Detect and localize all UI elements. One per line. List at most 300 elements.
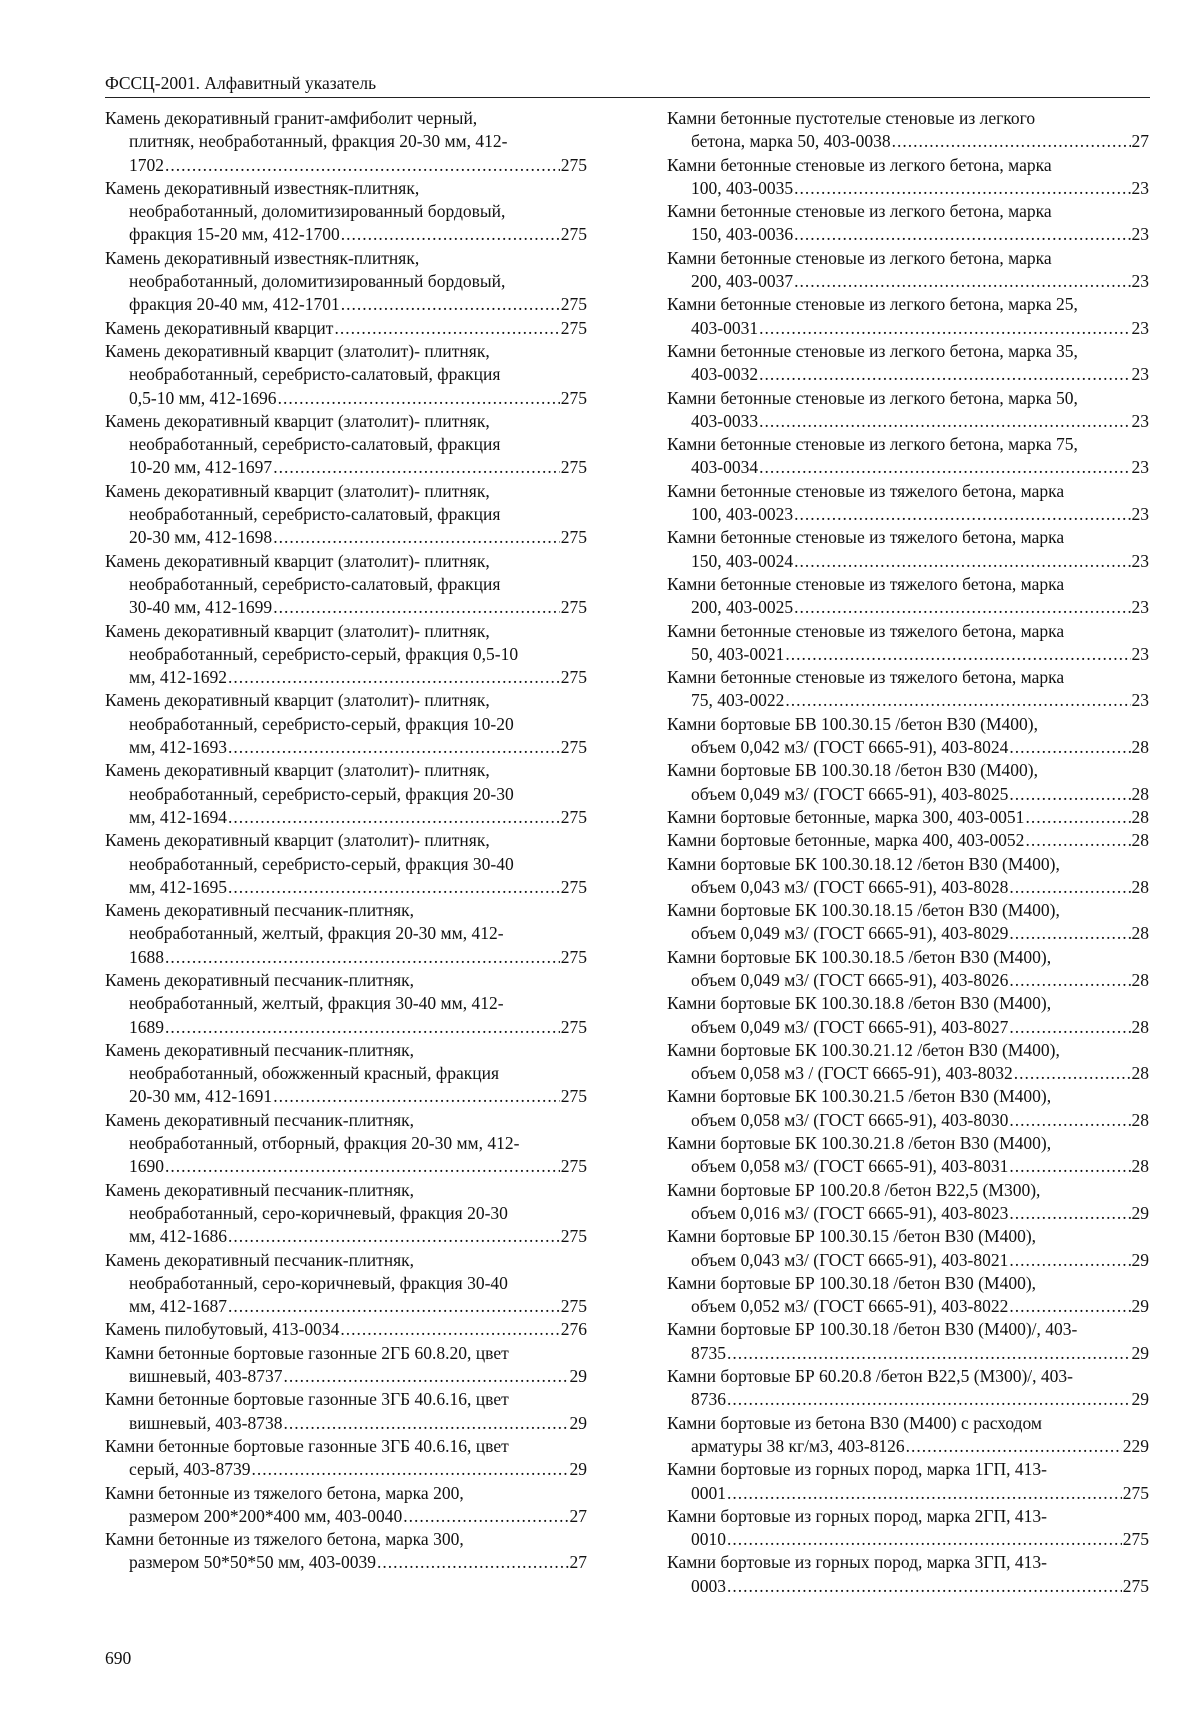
dot-leader (273, 596, 560, 619)
index-entry (667, 247, 1149, 294)
index-entry (667, 480, 1149, 527)
index-entry (105, 247, 587, 317)
page-reference: 275 (560, 457, 587, 478)
index-column-left (105, 107, 587, 1575)
index-entry (105, 480, 587, 550)
index-entry (667, 620, 1149, 667)
index-entry (105, 1318, 587, 1341)
page-reference: 29 (1131, 1342, 1149, 1363)
dot-leader (794, 503, 1130, 526)
index-column-right (667, 107, 1149, 1598)
dot-leader (341, 293, 560, 316)
dot-leader (165, 1155, 560, 1178)
page-reference: 23 (1131, 597, 1149, 618)
entry-text-line: Камень декоративный известняк-плитняк, (105, 177, 420, 198)
entry-text-line: Камни бетонные стеновые из тяжелого бетона, марка (667, 667, 1065, 688)
index-entry (667, 1272, 1149, 1319)
entry-text-line: Камни бетонные стеновые из тяжелого бетона, марка (667, 573, 1065, 594)
page-reference: 276 (560, 1319, 587, 1340)
page-reference: 275 (560, 946, 587, 967)
index-entry (667, 1318, 1149, 1365)
entry-text-line: 8736 (691, 1389, 726, 1410)
dot-leader (1009, 1295, 1130, 1318)
entry-text-line: необработанный, серебристо-серый, фракция 20-30 (129, 783, 514, 804)
entry-text-line: Камень декоративный песчаник-плитняк, (105, 1039, 415, 1060)
page-reference: 28 (1131, 923, 1149, 944)
entry-text-line: Камень декоративный кварцит (златолит)- плитняк, (105, 760, 490, 781)
dot-leader (727, 1388, 1131, 1411)
index-entry (667, 1458, 1149, 1505)
dot-leader (1009, 1249, 1130, 1272)
dot-leader (165, 1016, 560, 1039)
page-reference: 229 (1122, 1435, 1149, 1456)
page-reference: 23 (1131, 690, 1149, 711)
dot-leader (759, 410, 1130, 433)
entry-text-line: 0001 (691, 1482, 726, 1503)
entry-text-line: 1690 (129, 1156, 164, 1177)
page-reference: 28 (1131, 737, 1149, 758)
index-entry (105, 620, 587, 690)
entry-text-line: необработанный, серебристо-салатовый, фракция (129, 434, 501, 455)
entry-text-line: Камни бетонные бортовые газонные 3ГБ 40.6.16, цвет (105, 1389, 509, 1410)
page-reference: 29 (569, 1366, 587, 1387)
entry-text-line: Камни бетонные стеновые из тяжелого бетона, марка (667, 480, 1065, 501)
index-entry (667, 1225, 1149, 1272)
page-reference: 23 (1131, 457, 1149, 478)
entry-text-line: Камни бетонные стеновые из тяжелого бетона, марка (667, 527, 1065, 548)
entry-text-line: мм, 412-1694 (129, 806, 227, 827)
page-reference: 27 (1131, 131, 1149, 152)
page-reference: 275 (560, 1226, 587, 1247)
entry-text-line: Камни бортовые БР 100.30.18 /бетон В30 (М400), (667, 1272, 1037, 1293)
dot-leader (727, 1528, 1122, 1551)
page-reference: 23 (1131, 550, 1149, 571)
dot-leader (759, 363, 1130, 386)
entry-text-line: 403-0032 (691, 364, 759, 385)
page-reference: 275 (560, 737, 587, 758)
entry-text-line: Камни бетонные стеновые из легкого бетона, марка 25, (667, 294, 1078, 315)
page-reference: 275 (1122, 1482, 1149, 1503)
index-entry (105, 1388, 587, 1435)
entry-text-line: Камень декоративный кварцит (105, 317, 334, 338)
entry-text-line: необработанный, желтый, фракция 30-40 мм, 412- (129, 993, 504, 1014)
index-entry (667, 899, 1149, 946)
entry-text-line: Камни бортовые из горных пород, марка 2ГП, 413- (667, 1505, 1047, 1526)
page-reference: 28 (1131, 783, 1149, 804)
dot-leader (283, 1412, 568, 1435)
dot-leader (785, 643, 1130, 666)
page-reference: 23 (1131, 364, 1149, 385)
entry-text-line: Камни бортовые бетонные, марка 400, 403-0052 (667, 830, 1025, 851)
entry-text-line: плитняк, необработанный, фракция 20-30 мм, 412- (129, 131, 508, 152)
entry-text-line: Камень декоративный песчаник-плитняк, (105, 1179, 415, 1200)
index-entry (667, 1039, 1149, 1086)
page-reference: 29 (1131, 1296, 1149, 1317)
entry-text-line: необработанный, желтый, фракция 20-30 мм, 412- (129, 923, 504, 944)
page-reference: 275 (560, 1296, 587, 1317)
entry-text-line: 30-40 мм, 412-1699 (129, 597, 273, 618)
page-reference: 275 (560, 294, 587, 315)
index-entry (667, 829, 1149, 852)
entry-text-line: Камни бетонные стеновые из тяжелого бетона, марка (667, 620, 1065, 641)
entry-text-line: необработанный, серебристо-салатовый, фракция (129, 573, 501, 594)
entry-text-line: размером 200*200*400 мм, 403-0040 (129, 1505, 403, 1526)
index-entry (105, 340, 587, 410)
page-reference: 28 (1131, 1109, 1149, 1130)
index-entry (105, 1249, 587, 1319)
page-reference: 275 (560, 154, 587, 175)
entry-text-line: объем 0,058 м3/ (ГОСТ 6665-91), 403-8030 (691, 1109, 1009, 1130)
entry-text-line: Камни бортовые БР 60.20.8 /бетон В22,5 (М300)/, 403- (667, 1366, 1073, 1387)
page-reference: 23 (1131, 504, 1149, 525)
entry-text-line: Камни бортовые бетонные, марка 300, 403-0051 (667, 806, 1025, 827)
entry-text-line: 20-30 мм, 412-1691 (129, 1086, 273, 1107)
dot-leader (1025, 806, 1130, 829)
dot-leader (228, 1295, 560, 1318)
entry-text-line: 0003 (691, 1575, 726, 1596)
dot-leader (794, 270, 1130, 293)
entry-text-line: объем 0,042 м3/ (ГОСТ 6665-91), 403-8024 (691, 737, 1009, 758)
entry-text-line: Камни бортовые из горных пород, марка 3ГП, 413- (667, 1552, 1047, 1573)
index-entry (105, 689, 587, 759)
entry-text-line: Камни бортовые из горных пород, марка 1ГП, 413- (667, 1459, 1047, 1480)
dot-leader (759, 456, 1130, 479)
entry-text-line: Камень декоративный песчаник-плитняк, (105, 1109, 415, 1130)
page-reference: 28 (1131, 1156, 1149, 1177)
dot-leader (1014, 1062, 1131, 1085)
page-reference: 275 (560, 387, 587, 408)
page-reference: 275 (560, 806, 587, 827)
index-entry (667, 1179, 1149, 1226)
page-reference: 275 (560, 317, 587, 338)
entry-text-line: Камень декоративный песчаник-плитняк, (105, 969, 415, 990)
entry-text-line: необработанный, серебристо-серый, фракция 0,5-10 (129, 643, 519, 664)
index-entry (667, 853, 1149, 900)
page-reference: 28 (1131, 876, 1149, 897)
entry-text-line: серый, 403-8739 (129, 1459, 251, 1480)
entry-text-line: 200, 403-0037 (691, 271, 794, 292)
entry-text-line: Камни бортовые БР 100.30.18 /бетон В30 (М400)/, 403- (667, 1319, 1078, 1340)
entry-text-line: Камни бортовые БК 100.30.21.8 /бетон В30 (М400), (667, 1133, 1052, 1154)
page-reference: 28 (1131, 1016, 1149, 1037)
dot-leader (1009, 922, 1130, 945)
page-reference: 27 (569, 1552, 587, 1573)
entry-text-line: необработанный, серо-коричневый, фракция 20-30 (129, 1202, 508, 1223)
index-entry (105, 1435, 587, 1482)
index-entry (667, 992, 1149, 1039)
page-reference: 275 (560, 527, 587, 548)
index-entry (105, 1528, 587, 1575)
dot-leader (1009, 969, 1130, 992)
page-reference: 23 (1131, 271, 1149, 292)
entry-text-line: объем 0,052 м3/ (ГОСТ 6665-91), 403-8022 (691, 1296, 1009, 1317)
page-reference: 29 (569, 1459, 587, 1480)
index-entry (105, 177, 587, 247)
index-entry (667, 666, 1149, 713)
entry-text-line: необработанный, отборный, фракция 20-30 мм, 412- (129, 1133, 520, 1154)
entry-text-line: Камни бортовые БК 100.30.21.12 /бетон В30 (М400), (667, 1039, 1060, 1060)
index-entry (667, 713, 1149, 760)
entry-text-line: 1702 (129, 154, 164, 175)
entry-text-line: Камни бетонные стеновые из легкого бетона, марка (667, 154, 1052, 175)
index-entry (667, 1551, 1149, 1598)
index-entry (105, 550, 587, 620)
entry-text-line: Камни бетонные стеновые из легкого бетона, марка (667, 247, 1052, 268)
dot-leader (377, 1551, 569, 1574)
entry-text-line: Камни бетонные стеновые из легкого бетона, марка 35, (667, 340, 1078, 361)
page-reference: 275 (1122, 1529, 1149, 1550)
page-reference: 275 (560, 667, 587, 688)
dot-leader (341, 223, 560, 246)
dot-leader (228, 1225, 560, 1248)
entry-text-line: Камни бетонные бортовые газонные 3ГБ 40.6.16, цвет (105, 1435, 509, 1456)
entry-text-line: 75, 403-0022 (691, 690, 785, 711)
entry-text-line: мм, 412-1687 (129, 1296, 227, 1317)
entry-text-line: 20-30 мм, 412-1698 (129, 527, 273, 548)
entry-text-line: арматуры 38 кг/м3, 403-8126 (691, 1435, 905, 1456)
entry-text-line: необработанный, серебристо-серый, фракция 30-40 (129, 853, 514, 874)
entry-text-line: объем 0,016 м3/ (ГОСТ 6665-91), 403-8023 (691, 1202, 1009, 1223)
entry-text-line: необработанный, серо-коричневый, фракция 30-40 (129, 1272, 508, 1293)
dot-leader (785, 689, 1130, 712)
page-reference: 29 (1131, 1249, 1149, 1270)
entry-text-line: Камень декоративный гранит-амфиболит черный, (105, 108, 478, 128)
entry-text-line: Камень декоративный известняк-плитняк, (105, 247, 420, 268)
entry-text-line: 10-20 мм, 412-1697 (129, 457, 273, 478)
page-reference: 275 (560, 876, 587, 897)
dot-leader (165, 154, 560, 177)
dot-leader (1009, 1109, 1130, 1132)
dot-leader (283, 1365, 568, 1388)
page-reference: 29 (1131, 1389, 1149, 1410)
index-entry (667, 1412, 1149, 1459)
dot-leader (906, 1435, 1122, 1458)
entry-text-line: Камни бетонные пустотелые стеновые из легкого (667, 108, 1036, 128)
entry-text-line: объем 0,049 м3/ (ГОСТ 6665-91), 403-8026 (691, 969, 1009, 990)
index-entry (105, 969, 587, 1039)
entry-text-line: Камни бортовые БК 100.30.18.8 /бетон В30 (М400), (667, 993, 1052, 1014)
entry-text-line: необработанный, серебристо-серый, фракция 10-20 (129, 713, 514, 734)
entry-text-line: Камень декоративный песчаник-плитняк, (105, 900, 415, 921)
page-reference: 28 (1131, 806, 1149, 827)
entry-text-line: объем 0,058 м3/ (ГОСТ 6665-91), 403-8031 (691, 1156, 1009, 1177)
page-reference: 27 (569, 1505, 587, 1526)
index-entry (667, 759, 1149, 806)
index-entry (667, 806, 1149, 829)
page-reference: 275 (560, 1086, 587, 1107)
entry-text-line: 8735 (691, 1342, 726, 1363)
entry-text-line: 0010 (691, 1529, 726, 1550)
dot-leader (892, 130, 1131, 153)
entry-text-line: 150, 403-0036 (691, 224, 794, 245)
entry-text-line: 50, 403-0021 (691, 643, 785, 664)
index-entry (667, 1085, 1149, 1132)
entry-text-line: 403-0034 (691, 457, 759, 478)
entry-text-line: 1688 (129, 946, 164, 967)
entry-text-line: мм, 412-1695 (129, 876, 227, 897)
dot-leader (251, 1458, 568, 1481)
page-reference: 28 (1131, 969, 1149, 990)
index-entry (105, 1482, 587, 1529)
index-entry (667, 1132, 1149, 1179)
entry-text-line: необработанный, обожженный красный, фракция (129, 1063, 500, 1084)
dot-leader (727, 1575, 1122, 1598)
entry-text-line: Камни бортовые БР 100.30.15 /бетон В30 (М400), (667, 1226, 1037, 1247)
dot-leader (273, 1085, 560, 1108)
index-entry (667, 387, 1149, 434)
entry-text-line: бетона, марка 50, 403-0038 (691, 131, 891, 152)
dot-leader (340, 1318, 559, 1341)
index-entry (105, 317, 587, 340)
entry-text-line: объем 0,043 м3/ (ГОСТ 6665-91), 403-8028 (691, 876, 1009, 897)
page-reference: 29 (1131, 1202, 1149, 1223)
page-reference: 28 (1131, 830, 1149, 851)
dot-leader (228, 736, 560, 759)
dot-leader (278, 387, 560, 410)
entry-text-line: мм, 412-1686 (129, 1226, 227, 1247)
entry-text-line: Камни бетонные из тяжелого бетона, марка 200, (105, 1482, 464, 1503)
index-entry (667, 526, 1149, 573)
dot-leader (273, 456, 560, 479)
index-entry (105, 829, 587, 899)
entry-text-line: объем 0,043 м3/ (ГОСТ 6665-91), 403-8021 (691, 1249, 1009, 1270)
page-reference: 23 (1131, 317, 1149, 338)
entry-text-line: Камень декоративный кварцит (златолит)- плитняк, (105, 410, 490, 431)
entry-text-line: Камни бортовые БК 100.30.18.5 /бетон В30 (М400), (667, 946, 1052, 967)
entry-text-line: размером 50*50*50 мм, 403-0039 (129, 1552, 376, 1573)
page-reference: 275 (560, 597, 587, 618)
page-reference: 23 (1131, 224, 1149, 245)
index-entry (667, 946, 1149, 993)
dot-leader (759, 317, 1130, 340)
entry-text-line: 1689 (129, 1016, 164, 1037)
entry-text-line: 100, 403-0035 (691, 177, 794, 198)
entry-text-line: фракция 15-20 мм, 412-1700 (129, 224, 340, 245)
running-header: ФССЦ-2001. Алфавитный указатель (105, 72, 1150, 98)
index-entry (105, 759, 587, 829)
index-entry (667, 433, 1149, 480)
entry-text-line: Камень декоративный кварцит (златолит)- плитняк, (105, 620, 490, 641)
entry-text-line: объем 0,049 м3/ (ГОСТ 6665-91), 403-8029 (691, 923, 1009, 944)
entry-text-line: объем 0,049 м3/ (ГОСТ 6665-91), 403-8025 (691, 783, 1009, 804)
dot-leader (273, 526, 560, 549)
index-entry (667, 107, 1149, 154)
page-reference: 275 (1122, 1575, 1149, 1596)
entry-text-line: вишневый, 403-8738 (129, 1412, 283, 1433)
entry-text-line: необработанный, доломитизированный бордовый, (129, 271, 506, 292)
entry-text-line: Камни бортовые из бетона В30 (М400) с расходом (667, 1412, 1042, 1433)
entry-text-line: Камни бортовые БВ 100.30.18 /бетон В30 (М400), (667, 760, 1038, 781)
dot-leader (794, 596, 1130, 619)
dot-leader (1009, 736, 1130, 759)
index-entry (667, 1365, 1149, 1412)
dot-leader (228, 806, 560, 829)
index-entry (667, 200, 1149, 247)
entry-text-line: Камни бетонные стеновые из легкого бетона, марка 75, (667, 434, 1078, 455)
page-reference: 275 (560, 224, 587, 245)
dot-leader (1009, 876, 1130, 899)
entry-text-line: необработанный, серебристо-салатовый, фракция (129, 364, 501, 385)
index-entry (105, 107, 587, 177)
page-reference: 275 (560, 1156, 587, 1177)
dot-leader (794, 550, 1130, 573)
dot-leader (403, 1505, 568, 1528)
entry-text-line: 150, 403-0024 (691, 550, 794, 571)
entry-text-line: Камни бортовые БК 100.30.21.5 /бетон В30 (М400), (667, 1086, 1052, 1107)
entry-text-line: Камни бортовые БК 100.30.18.15 /бетон В30 (М400), (667, 900, 1060, 921)
page-reference: 275 (560, 1016, 587, 1037)
entry-text-line: Камни бортовые БР 100.20.8 /бетон В22,5 (М300), (667, 1179, 1041, 1200)
entry-text-line: 200, 403-0025 (691, 597, 794, 618)
entry-text-line: Камень декоративный песчаник-плитняк, (105, 1249, 415, 1270)
entry-text-line: необработанный, доломитизированный бордовый, (129, 201, 506, 222)
index-entry (105, 1179, 587, 1249)
index-entry (105, 410, 587, 480)
dot-leader (727, 1482, 1122, 1505)
index-entry (105, 1109, 587, 1179)
entry-text-line: 0,5-10 мм, 412-1696 (129, 387, 277, 408)
dot-leader (334, 317, 559, 340)
page-reference: 23 (1131, 643, 1149, 664)
page-reference: 23 (1131, 177, 1149, 198)
entry-text-line: объем 0,058 м3 / (ГОСТ 6665-91), 403-8032 (691, 1063, 1013, 1084)
entry-text-line: фракция 20-40 мм, 412-1701 (129, 294, 340, 315)
page-reference: 29 (569, 1412, 587, 1433)
entry-text-line: вишневый, 403-8737 (129, 1366, 283, 1387)
entry-text-line: Камни бетонные бортовые газонные 2ГБ 60.8.20, цвет (105, 1342, 509, 1363)
entry-text-line: Камень декоративный кварцит (златолит)- плитняк, (105, 830, 490, 851)
entry-text-line: мм, 412-1692 (129, 667, 227, 688)
entry-text-line: необработанный, серебристо-салатовый, фракция (129, 504, 501, 525)
dot-leader (228, 666, 560, 689)
dot-leader (794, 223, 1130, 246)
dot-leader (727, 1342, 1131, 1365)
entry-text-line: Камень декоративный кварцит (златолит)- плитняк, (105, 480, 490, 501)
entry-text-line: 100, 403-0023 (691, 504, 794, 525)
entry-text-line: Камни бортовые БК 100.30.18.12 /бетон В30 (М400), (667, 853, 1060, 874)
entry-text-line: Камень декоративный кварцит (златолит)- плитняк, (105, 340, 490, 361)
entry-text-line: Камень декоративный кварцит (златолит)- плитняк, (105, 690, 490, 711)
dot-leader (1009, 1202, 1130, 1225)
index-entry (667, 293, 1149, 340)
index-entry (667, 154, 1149, 201)
index-entry (105, 899, 587, 969)
dot-leader (1009, 1155, 1130, 1178)
entry-text-line: 403-0033 (691, 410, 759, 431)
entry-text-line: объем 0,049 м3/ (ГОСТ 6665-91), 403-8027 (691, 1016, 1009, 1037)
dot-leader (165, 946, 560, 969)
entry-text-line: 403-0031 (691, 317, 759, 338)
entry-text-line: Камень пилобутовый, 413-0034 (105, 1319, 340, 1340)
dot-leader (1009, 783, 1130, 806)
index-entry (667, 1505, 1149, 1552)
entry-text-line: Камни бетонные из тяжелого бетона, марка 300, (105, 1529, 464, 1550)
dot-leader (1009, 1016, 1130, 1039)
dot-leader (794, 177, 1130, 200)
index-entry (667, 340, 1149, 387)
page-number: 690 (105, 1648, 132, 1668)
dot-leader (1025, 829, 1130, 852)
entry-text-line: Камни бетонные стеновые из легкого бетона, марка 50, (667, 387, 1078, 408)
dot-leader (228, 876, 560, 899)
index-entry (105, 1039, 587, 1109)
index-entry (667, 573, 1149, 620)
entry-text-line: Камни бетонные стеновые из легкого бетона, марка (667, 201, 1052, 222)
index-entry (105, 1342, 587, 1389)
page-reference: 23 (1131, 410, 1149, 431)
entry-text-line: мм, 412-1693 (129, 737, 227, 758)
entry-text-line: Камни бортовые БВ 100.30.15 /бетон В30 (М400), (667, 713, 1038, 734)
